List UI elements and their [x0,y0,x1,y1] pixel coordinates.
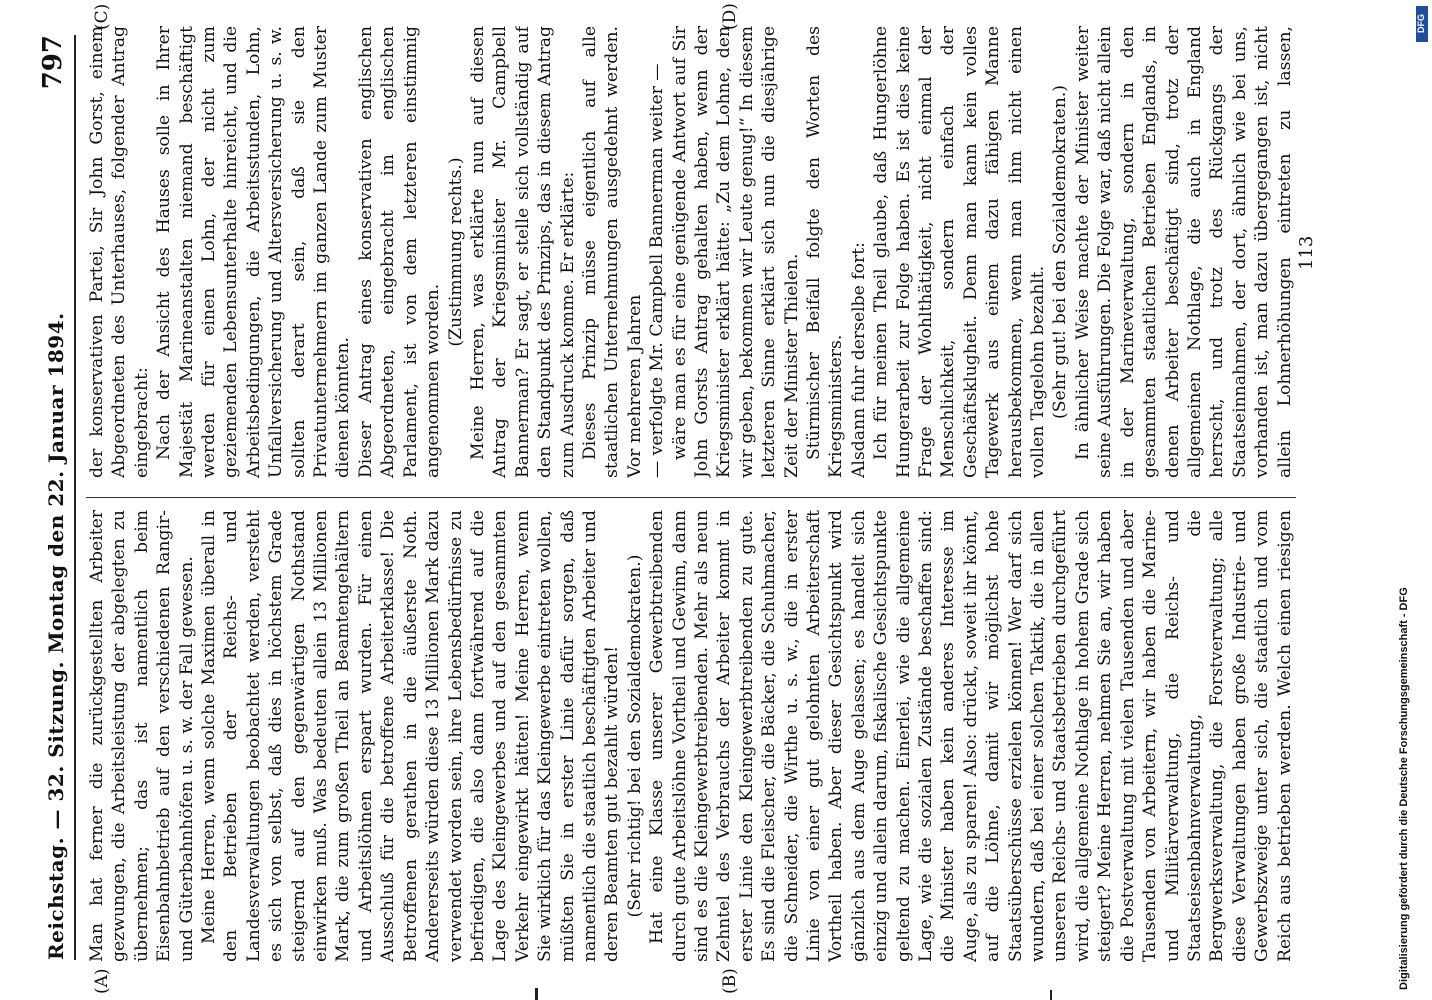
page-header [38,35,76,960]
left-column [86,510,1296,962]
interjection: (Sehr richtig! bei den Sozialdemokraten.) [624,554,645,918]
scan-mark [1050,990,1052,1000]
margin-letter-b: (B) [720,968,740,994]
quotation: wäre man es für eine genügende Antwort auf Sir John Gorsts Antrag gehalten haben, wenn der Kriegsminister erklärt hätte: „Zu dem Lohne, den wir geben, bekommen wir Leute genug!“ In diesem letzteren Sinne erklärt sich nun die diesjährige Zeit der Minister Thielen. [669,26,802,478]
margin-letter-c: (C) [92,3,112,30]
interjection: (Zustimmung rechts.) [445,157,466,347]
paragraph: — verfolgte Mr. Campbell Bannerman weiter — [647,63,668,478]
paragraph: Alsdann fuhr derselbe fort: [848,242,869,478]
quotation: Ich für meinen Theil glaube, daß Hungerlöhne Hungerarbeit zur Folge haben. Es ist dies keine Frage der Wohlthätigkeit, nicht einmal der Menschlichkeit, sondern einfach der Geschäftsklugheit. Denn man kann kein volles Tagewerk aus einem dazu fähigen Manne herausbekommen, wenn man ihm nicht einen vollen Tagelohn bezahlt. [871,26,1049,478]
paragraph: Stürmischer Beifall folgte den Worten des Kriegsministers. [804,26,847,478]
interjection: (Sehr gut! bei den Sozialdemokraten.) [1050,84,1071,420]
quotation: Dieses Prinzip müsse eigentlich auf alle staatlichen Unternehmungen ausgedehnt werden. Vor mehreren Jahren [579,26,645,478]
running-title: Reichstag. — 32. Sitzung. Montag den 22. Januar 1894. [44,312,68,960]
digitization-stamp [1388,0,1432,1000]
digitization-note: Digitalisierung gefördert durch die Deutsche Forschungsgemeinschaft - DFG [1398,587,1410,990]
paragraph: der konservativen Partei, Sir John Gorst, einem Abgeordneten des Unterhauses, folgender Antrag eingebracht: [87,26,152,478]
page-number: 797 [38,35,68,90]
paragraph: Dieser Antrag eines konservativen englischen Abgeordneten, eingebracht im englischen Parlament, ist von dem letzteren einstimmig angenommen worden. [355,26,444,478]
right-column [86,26,1296,478]
dfg-logo: DFG [1416,6,1428,42]
margin-letter-d: (D) [720,3,740,30]
scan-mark [535,988,538,1000]
quotation: Nach der Ansicht des Hauses solle in Ihrer Majestät Marineanstalten niemand beschäftigt werden für einen Lohn, der nicht zum geziemenden Lebensunterhalte hinreicht, und die Arbeitsbedingungen, die Arbeitsstunden, Lohn, Unfallversicherung und Altersversicherung u. s. w. sollten derart sein, daß sie den Privatunternehmern im ganzen Lande zum Muster dienen könnten. [154,26,354,478]
paragraph: Man hat ferner die zurückgestellten Arbeiter gezwungen, die Arbeitsleistung der abgelegten zu übernehmen; das ist namentlich beim Eisenbahnbetrieb auf den verschiedenen Rangir- und Güterbahnhöfen u. s. w. der Fall gewesen. [87,510,197,962]
column-divider [86,497,1296,498]
paragraph: Meine Herren, wenn solche Maximen überall in den Betrieben der Reichs- und Landesverwaltungen beobachtet werden, versteht es sich von selbst, daß dies in höchstem Grade steigernd auf den gegenwärtigen Nothstand einwirken muß. Was bedeuten allein 13 Millionen Mark, die zum großen Theil an Beamtengehältern und Arbeitslöhnen erspart wurden. Für einen Ausschluß für die betroffene Arbeiterklasse! Die Betroffenen gerathen in die äußerste Noth. Andererseits würden diese 13 Millionen Mark dazu verwendet worden sein, ihre Lebensbedürfnisse zu befriedigen, die also dann fortwährend auf die Lage des Kleingewerbes und auf den gesammten Verkehr eingewirkt hätten! Meine Herren, wenn Sie wirklich für das Kleingewerbe eintreten wollen, müßten Sie in erster Linie dafür sorgen, daß namentlich die staatlich beschäftigten Arbeiter und deren Beamten gut bezahlt würden! [199,510,623,962]
paragraph: Hat eine Klasse unserer Gewerbtreibenden durch gute Arbeitslöhne Vortheil und Gewinn, dann sind es die Kleingewerbtreibenden. Mehr als neun Zehntel des Verbrauchs der Arbeiter kommt in erster Linie den Kleingewerbtreibenden zu gute. Es sind die Fleischer, die Bäcker, die Schuhmacher, die Schneider, die Wirthe u. s. w., die in erster Linie von einer gut gelohnten Arbeiterschaft Vortheil haben. Aber dieser Gesichtspunkt wird gänzlich aus dem Auge gelassen; es handelt sich einzig und allein darum, fiskalische Gesichtspunkte geltend zu machen. Einerlei, wie die allgemeine Lage, wie die sozialen Zustände beschaffen sind: die Minister haben kein anderes Interesse im Auge, als zu sparen! Also: drückt, soweit ihr könnt, auf die Löhne, damit wir möglichst hohe Staatsüberschüsse erzielen können! Wer darf sich wundern, daß bei einer solchen Taktik, die in allen unseren Reichs- und Staatsbetrieben durchgeführt wird, die allgemeine Nothlage in hohem Grade sich steigert? Meine Herren, nehmen Sie an, wir haben die Postverwaltung mit vielen Tausenden und aber Tausenden von Arbeitern, wir haben die Marine- und Militärverwaltung, die Reichs- und Staatseisenbahnverwaltung, die Bergwerksverwaltung, die Forstverwaltung; alle diese Verwaltungen haben große Industrie- und Gewerbszweige unter sich, die staatlich und vom Reich aus betrieben werden. Welch einen riesigen [647,510,1295,962]
margin-letter-a: (A) [92,968,112,994]
signature-number: 113 [1296,235,1317,270]
paragraph: Meine Herren, was erklärte nun auf diesen Antrag der Kriegsminister Mr. Campbell Bannerman? Er sagt, er stelle sich vollständig auf den Standpunkt des Prinzips, das in diesem Antrag zum Ausdruck komme. Er erklärte: [467,26,578,478]
paragraph: In ähnlicher Weise machte der Minister weiter seine Ausführungen. Die Folge war, daß nicht allein in der Marineverwaltung, sondern in den gesammten staatlichen Betrieben Englands, in denen Arbeiter beschäftigt sind, trotz der allgemeinen Nothlage, die auch in England herrscht, und trotz des Rückgangs der Staatseinnahmen, der dort, ähnlich wie bei uns, vorhanden ist, man dazu übergegangen ist, nicht allein Lohnerhöhungen eintreten zu lassen, [1072,26,1295,478]
